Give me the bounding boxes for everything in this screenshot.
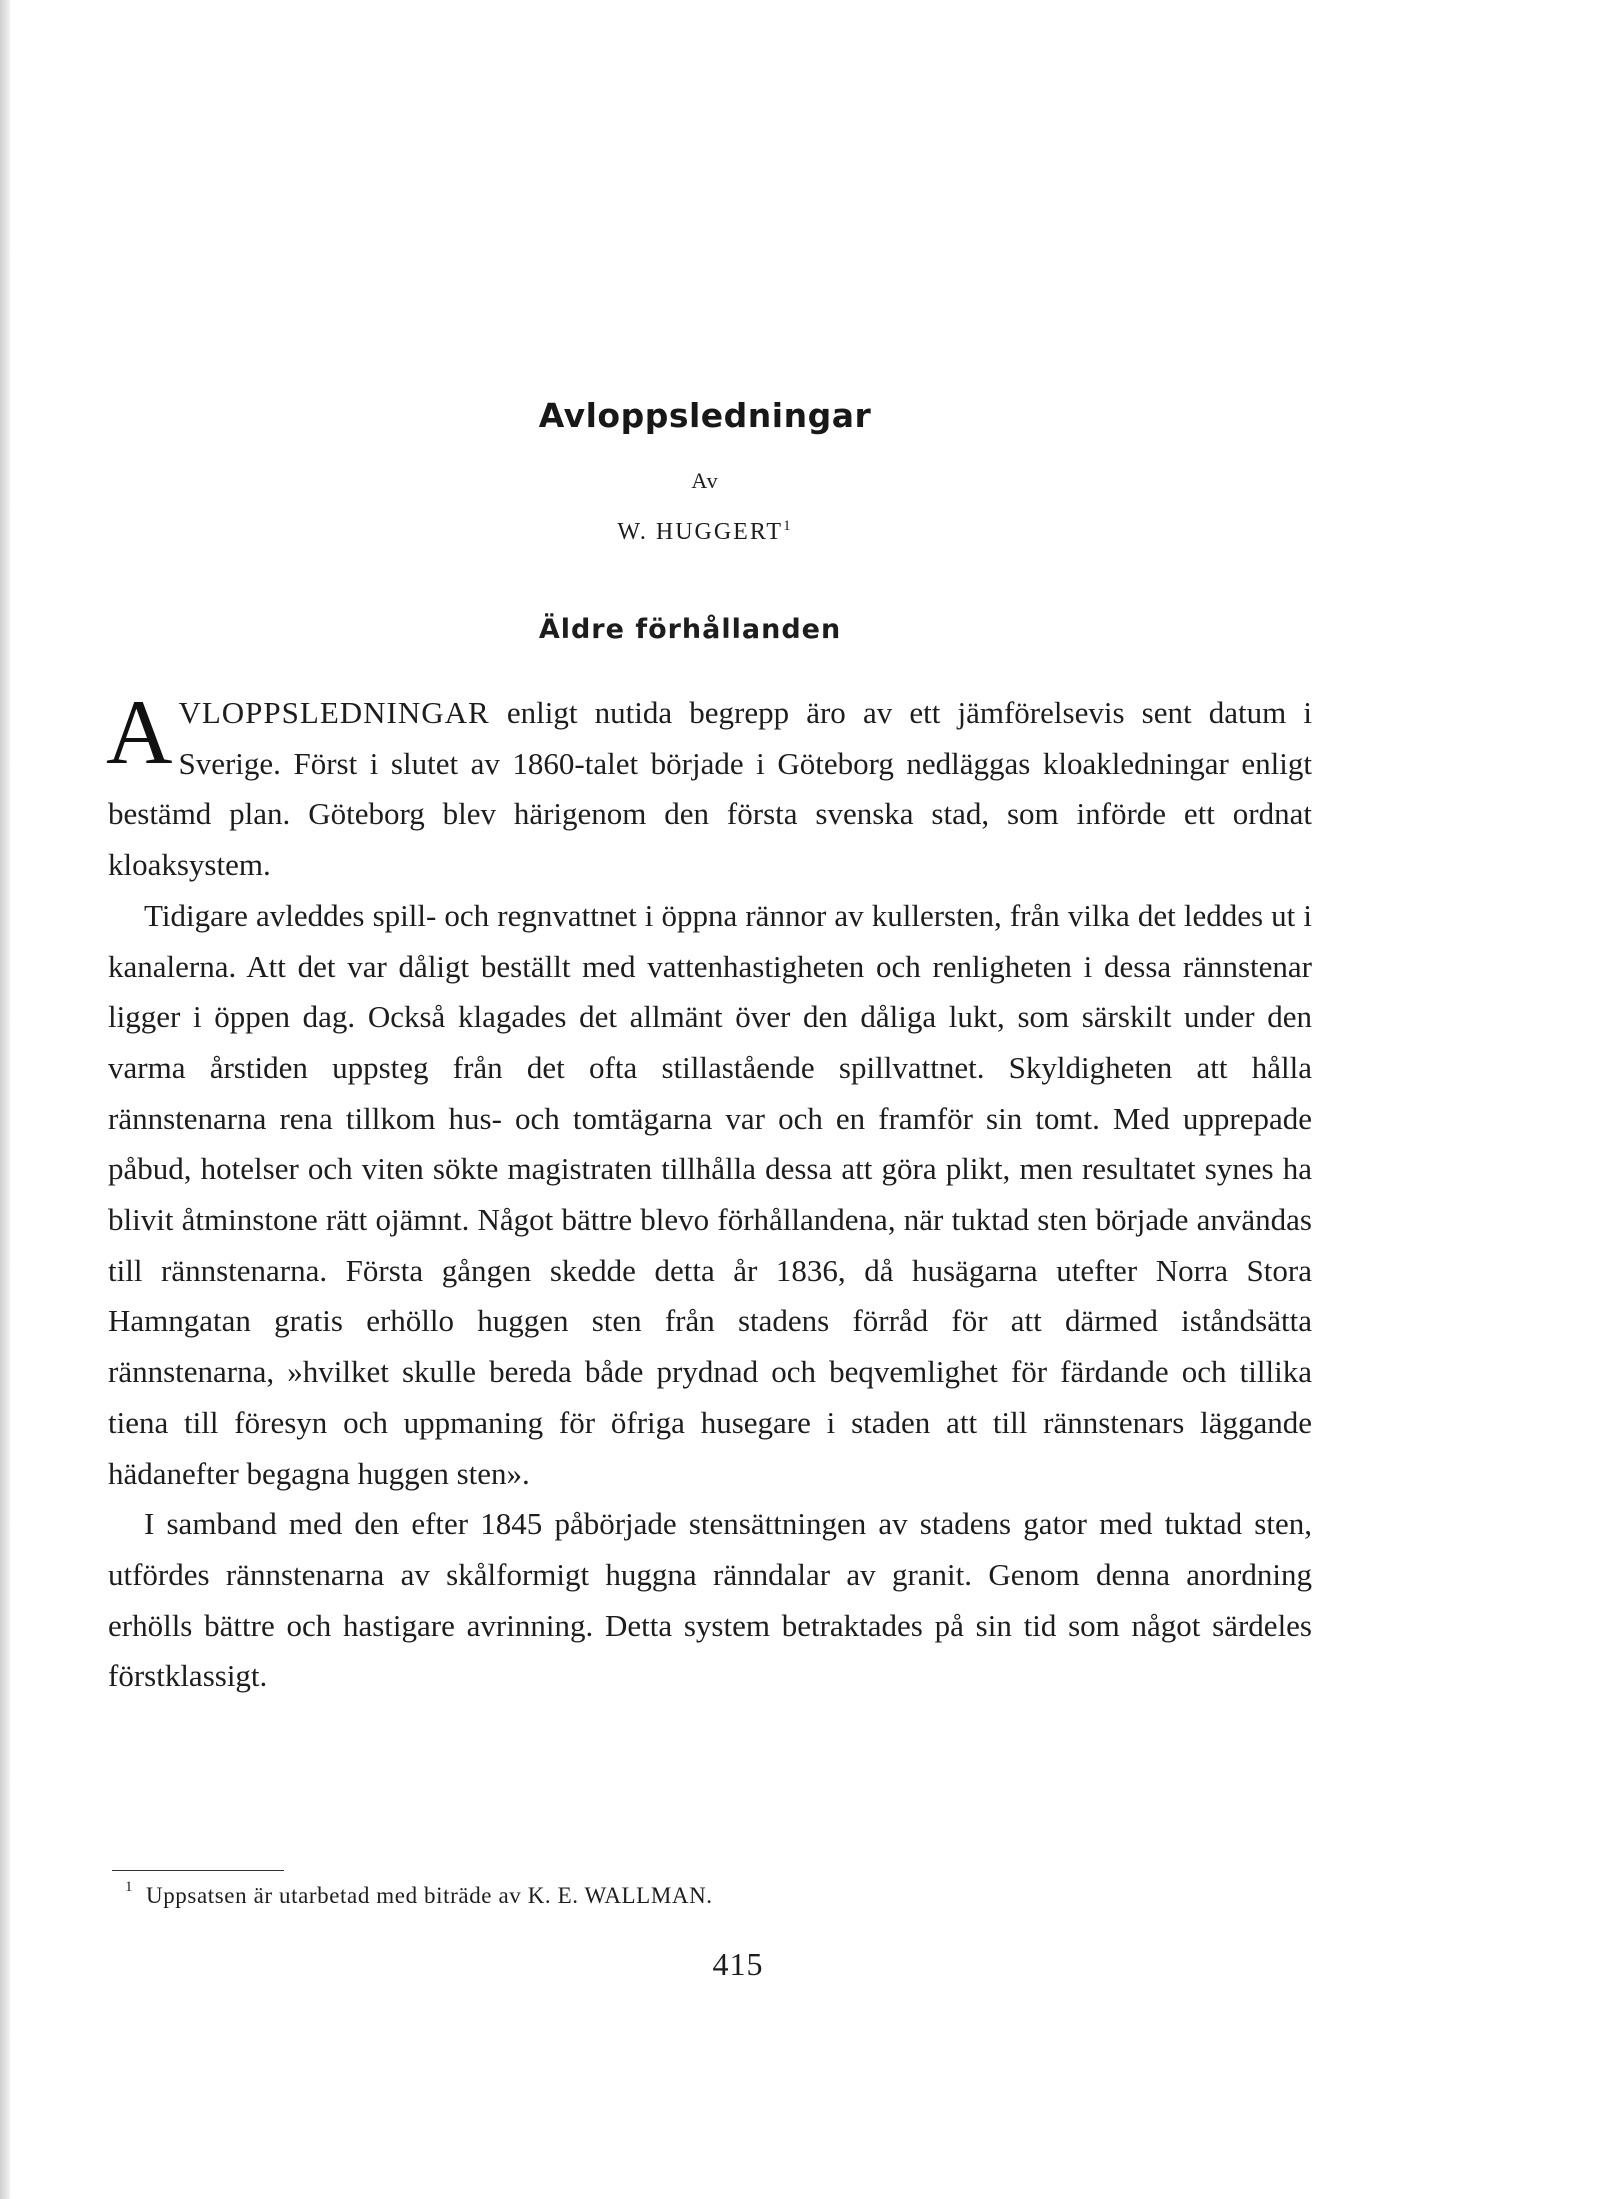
- author-name: W. HUGGERT: [617, 519, 784, 545]
- page-number: 415: [712, 1946, 764, 1982]
- footnote-divider: [112, 1870, 284, 1871]
- article-title: Avloppsledningar: [538, 396, 872, 435]
- byline-author: [0, 518, 1410, 546]
- section-heading: Äldre förhållanden: [538, 614, 842, 645]
- paragraph-1: [106, 681, 1312, 891]
- author-footnote-marker: 1: [783, 518, 793, 534]
- article-body: [106, 681, 1312, 1702]
- drop-cap: A: [106, 681, 173, 783]
- footnote: [125, 1879, 713, 1909]
- footnote-marker: 1: [125, 1879, 134, 1895]
- byline-prefix: Av: [691, 468, 719, 493]
- footnote-text: Uppsatsen är utarbetad med biträde av K. E. WALLMAN.: [146, 1883, 713, 1908]
- paragraph-3: I samband med den efter 1845 påbörjade stensättningen av stadens gator med tuktad sten, utfördes rännstenarna av skålformigt huggna ränndalar av granit. Genom denna anordning erhölls bättre och hastigare avrinning. Detta system betraktades på sin tid som något särdeles förstklassigt.: [108, 1506, 1312, 1694]
- paragraph-2: Tidigare avleddes spill- och regnvattnet i öppna rännor av kullersten, från vilka det leddes ut i kanalerna. Att det var dåligt beställt med vattenhastigheten och renligheten i dessa rännstenar ligger i öppen dag. Också klagades det allmänt över den dåliga lukt, som särskilt under den varma årstiden uppsteg från det ofta stillastående spillvattnet. Skyldigheten att hålla rännstenarna rena tillkom hus- och tomtägarna var och en framför sin tomt. Med upprepade påbud, hotelser och viten sökte magistraten tillhålla dessa att göra plikt, men resultatet synes ha blivit åtminstone rätt ojämnt. Något bättre blevo förhållandena, när tuktad sten började användas till rännstenarna. Första gången skedde detta år 1836, då husägarna utefter Norra Stora Hamngatan gratis erhöllo huggen sten från stadens förråd för att därmed iståndsätta rännstenarna, »hvilket skulle bereda både prydnad och beqvemlighet för färdande och tillika tiena till föresyn och uppmaning för öfriga husegare i staden att till rännstenars läggande hädanefter begagna huggen sten».: [108, 897, 1312, 1491]
- paragraph-1-text: enligt nutida begrepp äro av ett jämförelsevis sent datum i Sverige. Först i slutet av 1860-talet började i Göteborg nedläggas kloakledningar enligt bestämd plan. Göteborg blev härigenom den första svenska stad, som införde ett ordnat kloaksystem.: [108, 695, 1312, 883]
- opening-caps: VLOPPSLEDNINGAR: [178, 695, 490, 730]
- page-edge: [0, 0, 10, 2199]
